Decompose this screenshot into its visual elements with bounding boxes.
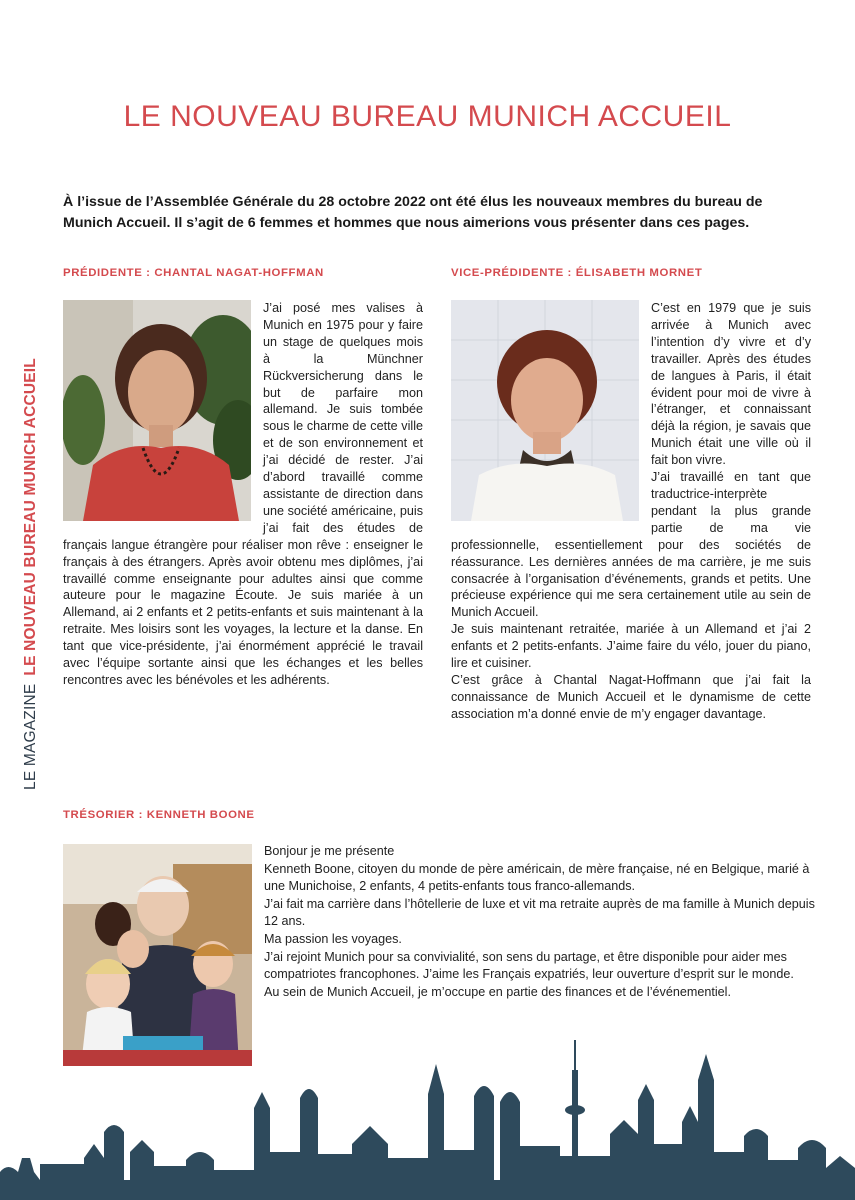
treasurer-text-2: Kenneth Boone, citoyen du monde de père américain, de mère française, né en Belgique, marié à une Munichoise, 2 enfants, 4 petits-enfants tous franco-allemands. — [264, 861, 810, 894]
president-text: J’ai posé mes valises à Munich en 1975 pour y faire un stage de quelques mois à la Münchner Rückversicherung dans le but de parfaire mon allemand. Je suis tombée sous le charme de cette ville et de son environnement et j’ai décidé de rester. J’ai d’abord travaillé comme assistante de direction dans une société américaine, puis j’ai fait des études de français langue étrangère pour réaliser mon rêve : enseigner le français à des étrangers. Après avoir obtenu mes diplômes, j’ai travaillé comme enseignante pour adultes ainsi que comme auteure pour le magazine Écoute. Je suis mariée à un Allemand, ai 2 enfants et 2 petits-enfants et suis maintenant à la retraite. Mes loisirs sont les voyages, la lecture et la danse. En tant que vice-présidente, j’ai énormément apprécié le travail avec l’équipe sortante ainsi que les échanges et les belles rencontres avec les bénévoles et les adhérents. — [63, 301, 423, 687]
page-title: LE NOUVEAU BUREAU MUNICH ACCUEIL — [123, 100, 732, 133]
president-heading: PRÉDIDENTE : CHANTAL NAGAT-HOFFMAN — [63, 267, 324, 279]
treasurer-text — [264, 843, 816, 1001]
treasurer-photo — [63, 844, 252, 1066]
vice-president-column — [451, 300, 811, 723]
side-label-magazine: LE MAGAZINE — [22, 683, 39, 790]
treasurer-heading: TRÉSORIER : KENNETH BOONE — [63, 809, 255, 821]
president-photo — [63, 300, 251, 521]
treasurer-text-4: Ma passion les voyages. — [264, 931, 402, 946]
family-photo-icon — [63, 844, 252, 1066]
vice-president-text-4: C’est grâce à Chantal Nagat-Hoffmann que j’ai fait la connaissance de Munich Accueil et le dynamisme de cette association m’a donné envie de m’y engager davantage. — [451, 672, 811, 721]
vice-president-heading: VICE-PRÉDIDENTE : ÉLISABETH MORNET — [451, 267, 703, 279]
president-column — [63, 300, 423, 689]
portrait-woman-white-top-icon — [451, 300, 639, 521]
treasurer-text-1: Bonjour je me présente — [264, 844, 395, 858]
treasurer-text-3: J’ai fait ma carrière dans l’hôtellerie de luxe et vit ma retraite auprès de ma famille à Munich depuis 12 ans. — [264, 896, 815, 929]
vice-president-text-3: Je suis maintenant retraitée, mariée à un Allemand et j’ai 2 enfants et 2 petits-enfants. J’aime faire du vélo, jouer du piano, lire et cuisiner. — [451, 622, 811, 671]
side-magazine-label — [22, 358, 40, 790]
side-label-section: LE NOUVEAU BUREAU MUNICH ACCUEIL — [22, 358, 39, 676]
treasurer-text-5: J’ai rejoint Munich pour sa convivialité, son sens du partage, et être disponible pour aider mes compatriotes francophones. J’aime les Français expatriés, leur ouverture d’esprit sur le monde. — [264, 949, 794, 982]
vice-president-text-1: C’est en 1979 que je suis arrivée à Munich avec l’intention d’y vivre et d’y travailler. Après des études de langues à Paris, il était évident pour moi de vivre à l’étranger, et connaissant déjà la région, je savais que Munich était une ville où il fait bon vivre. — [651, 301, 811, 468]
portrait-woman-red-top-icon — [63, 300, 251, 521]
vice-president-text-2: J’ai travaillé en tant que traductrice-interprète pendant la plus grande partie de ma vie professionnelle, essentiellement pour des sociétés de réassurance. Les dernières années de ma carrière, je me suis consacrée à l’organisation d’événements, grands et petits. Une précieuse expérience qui me sera certainement utile au sein de Munich Accueil. — [451, 470, 811, 620]
treasurer-text-6: Au sein de Munich Accueil, je m’occupe en partie des finances et de l’événementiel. — [264, 984, 731, 999]
intro-text: À l’issue de l’Assemblée Générale du 28 octobre 2022 ont été élus les nouveaux membres du bureau de Munich Accueil. Il s’agit de 6 femmes et hommes que nous aimerions vous présenter dans ces pages. — [63, 194, 763, 231]
vice-president-photo — [451, 300, 639, 521]
munich-skyline-icon — [0, 1040, 855, 1200]
